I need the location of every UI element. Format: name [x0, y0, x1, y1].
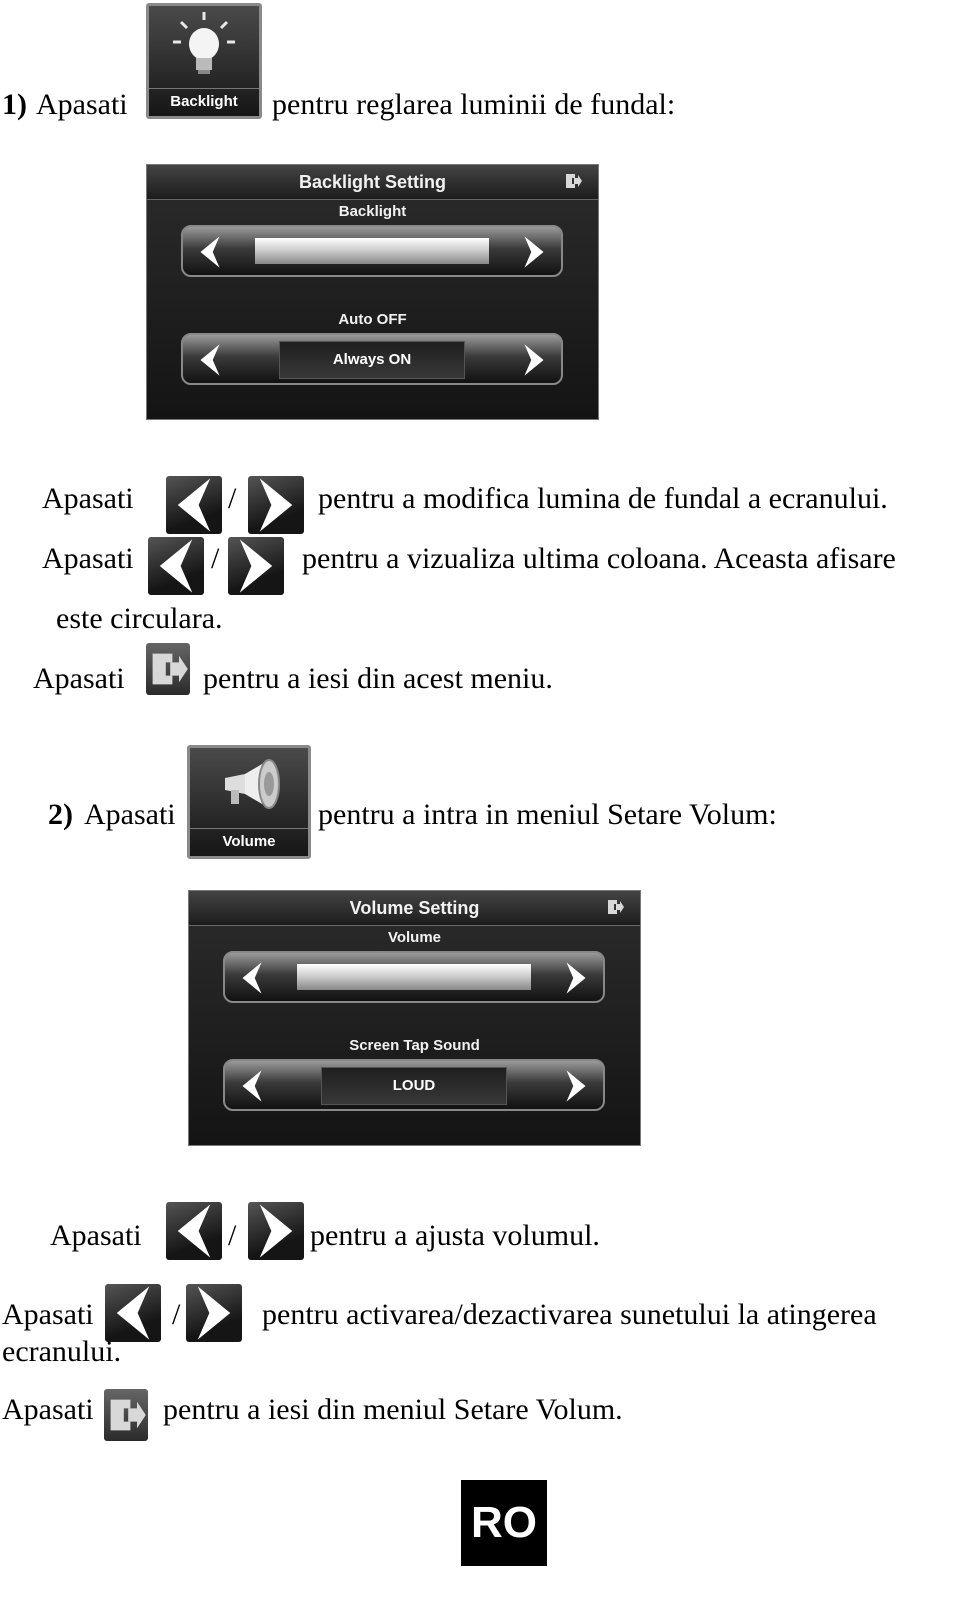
megaphone-icon [217, 754, 287, 818]
instruction-text: pentru a vizualiza ultima coloana. Aceasta afisare [302, 542, 896, 575]
right-arrow-icon [186, 1284, 242, 1342]
exit-button[interactable] [146, 643, 190, 695]
right-arrow-button[interactable] [186, 1284, 242, 1342]
slash: / [228, 482, 237, 515]
left-arrow-button[interactable] [148, 537, 204, 595]
right-arrow-icon [248, 476, 304, 534]
instruction-prefix: Apasati [42, 482, 134, 515]
tap-sound-selector[interactable] [223, 1059, 605, 1111]
right-arrow-icon[interactable] [559, 961, 593, 995]
right-arrow-icon [228, 537, 284, 595]
instruction-prefix: Apasati [2, 1298, 94, 1331]
option-label: Auto OFF [338, 311, 407, 328]
instruction-text: pentru a iesi din acest meniu. [203, 662, 553, 695]
option-value: Always ON [279, 341, 465, 379]
language-badge: RO [461, 1480, 547, 1566]
left-arrow-icon [148, 537, 204, 595]
volume-button-label: Volume [190, 828, 308, 850]
exit-icon [104, 1389, 148, 1441]
volume-slider[interactable] [223, 951, 605, 1003]
right-arrow-icon [248, 1202, 304, 1260]
apasati-label: Apasati [36, 88, 128, 121]
instruction-text: pentru a ajusta volumul. [310, 1219, 600, 1252]
section-number: 1) [2, 88, 27, 121]
volume-button[interactable] [187, 745, 311, 859]
section-number: 2) [48, 798, 73, 831]
instruction-prefix: Apasati [2, 1393, 94, 1426]
option-label: Screen Tap Sound [349, 1037, 480, 1054]
slider-label: Volume [387, 929, 442, 946]
auto-off-selector[interactable] [181, 333, 563, 385]
slash: / [211, 542, 220, 575]
instruction-text: pentru a iesi din meniul Setare Volum. [163, 1393, 623, 1426]
right-arrow-icon[interactable] [517, 343, 551, 377]
screen-title: Backlight Setting [147, 165, 598, 200]
slider-fill [297, 964, 531, 990]
option-value: LOUD [321, 1067, 507, 1105]
instruction-prefix: Apasati [33, 662, 125, 695]
volume-setting-screen [188, 890, 641, 1146]
right-arrow-icon[interactable] [559, 1069, 593, 1103]
left-arrow-icon[interactable] [235, 1069, 269, 1103]
backlight-setting-screen [146, 164, 599, 420]
left-arrow-icon[interactable] [235, 961, 269, 995]
lightbulb-icon [169, 10, 239, 80]
exit-icon [146, 643, 190, 695]
instruction-text: pentru a modifica lumina de fundal a ecranului. [318, 482, 888, 515]
left-arrow-button[interactable] [105, 1284, 161, 1342]
right-arrow-button[interactable] [248, 476, 304, 534]
left-arrow-icon [166, 476, 222, 534]
slider-fill [255, 238, 489, 264]
instruction-text: pentru activarea/dezactivarea sunetului la atingerea [262, 1298, 877, 1331]
backlight-button[interactable] [146, 3, 262, 119]
instruction-continuation: ecranului. [2, 1335, 122, 1368]
backlight-slider[interactable] [181, 225, 563, 277]
slash: / [228, 1219, 237, 1252]
apasati-label: Apasati [84, 798, 176, 831]
section-text: pentru reglarea luminii de fundal: [272, 88, 676, 121]
screen-title: Volume Setting [189, 891, 640, 926]
instruction-prefix: Apasati [42, 542, 134, 575]
exit-icon[interactable] [562, 171, 584, 191]
instruction-prefix: Apasati [50, 1219, 142, 1252]
right-arrow-button[interactable] [228, 537, 284, 595]
backlight-button-label: Backlight [149, 88, 259, 110]
left-arrow-icon[interactable] [193, 343, 227, 377]
section-text: pentru a intra in meniul Setare Volum: [318, 798, 777, 831]
slash: / [172, 1298, 181, 1331]
exit-button[interactable] [104, 1389, 148, 1441]
slider-label: Backlight [338, 203, 407, 220]
left-arrow-icon [166, 1202, 222, 1260]
left-arrow-icon[interactable] [193, 235, 227, 269]
left-arrow-button[interactable] [166, 1202, 222, 1260]
right-arrow-button[interactable] [248, 1202, 304, 1260]
exit-icon[interactable] [604, 897, 626, 917]
instruction-continuation: este circulara. [56, 602, 223, 635]
left-arrow-icon [105, 1284, 161, 1342]
right-arrow-icon[interactable] [517, 235, 551, 269]
left-arrow-button[interactable] [166, 476, 222, 534]
